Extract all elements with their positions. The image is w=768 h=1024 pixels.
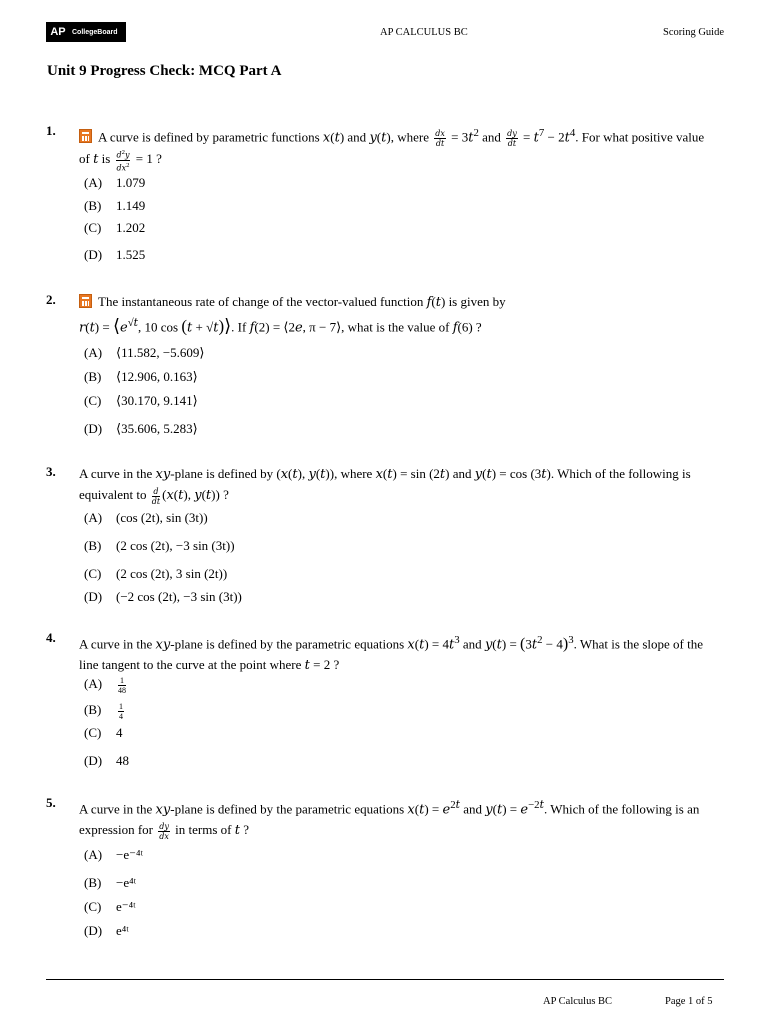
footer-divider [46,979,724,980]
collegeboard-logo-text: CollegeBoard [69,23,125,41]
question-number: 4. [46,630,56,645]
question-number: 1. [46,123,56,138]
option-b[interactable]: (B) −e⁴ᵗ [84,875,137,890]
option-c[interactable]: (C) (2 cos (2t), 3 sin (2t)) [84,566,228,581]
question-text: The instantaneous rate of change of the vector-valued function f(t) is given by $r(t) = ⟨e^{√t}$, 10 cos (t + √t)⟩. If f(2) = ⟨2e, π − 7⟩, what is the value of f(6) ? [79,294,506,336]
header-course: AP CALCULUS BC [380,27,468,38]
question-number: 3. [46,464,56,479]
option-d[interactable]: (D) 1.525 [84,247,146,262]
header-guide: Scoring Guide [663,27,724,38]
option-d[interactable]: (D) 48 [84,753,129,768]
page-number: Page 1 of 5 [665,996,713,1007]
option-b[interactable]: (B) (2 cos (2t), −3 sin (3t)) [84,538,235,553]
question-text: A curve is defined by parametric functions x(t) and y(t), where $\frac{dx}{dt}$ = $3t^2$ and $\frac{dy}{dt}$ = $t^7 - 2t^4$. For what positive value of t is $\frac{d^2y}{dx^2}$ = 1 ? [79,127,705,173]
option-a[interactable]: (A) $\frac{1}{48}$ [84,676,126,695]
calculator-icon [79,129,92,143]
option-c[interactable]: (C) ⟨30.170, 9.141⟩ [84,393,198,408]
calculator-icon [79,294,92,308]
option-a[interactable]: (A) (cos (2t), sin (3t)) [84,510,208,525]
ap-collegeboard-logo [46,22,126,42]
question-number: 2. [46,292,56,307]
question-text: A curve in the xy-plane is defined by the parametric equations $x(t) = 4t^3$ and $y(t) = (3t^2 - 4)^3$. What is the slope of the line tangent to the curve at the point where t = 2 ? [79,634,703,674]
question-text: A curve in the xy-plane is defined by (x(t), y(t)), where x(t) = sin (2t) and y(t) = cos (3t). Which of the following is equivalent to $\frac{d}{dt}$ (x(t), y(t)) ? [79,466,691,506]
option-a[interactable]: (A) −e⁻⁴ᵗ [84,847,143,862]
ap-logo-mark: AP [47,23,69,41]
option-d[interactable]: (D) e⁴ᵗ [84,923,129,938]
option-c[interactable]: (C) 4 [84,725,123,740]
option-c[interactable]: (C) 1.202 [84,220,146,235]
option-d[interactable]: (D) ⟨35.606, 5.283⟩ [84,421,198,436]
option-b[interactable]: (B) $\frac{1}{4}$ [84,702,123,721]
option-a[interactable]: (A) ⟨11.582, −5.609⟩ [84,345,205,360]
page-header [46,22,724,44]
question-number: 5. [46,795,56,810]
option-b[interactable]: (B) ⟨12.906, 0.163⟩ [84,369,198,384]
option-a[interactable]: (A) 1.079 [84,175,146,190]
footer-course: AP Calculus BC [543,996,613,1007]
option-d[interactable]: (D) (−2 cos (2t), −3 sin (3t)) [84,589,242,604]
option-c[interactable]: (C) e⁻⁴ᵗ [84,899,136,914]
option-b[interactable]: (B) 1.149 [84,198,146,213]
question-text: A curve in the xy-plane is defined by the parametric equations $x(t) = e^{2t}$ and $y(t) = e^{-2t}$. Which of the following is an expression for $\frac{dy}{dx}$ in terms of t ? [79,798,700,841]
page-title: Unit 9 Progress Check: MCQ Part A [47,63,282,79]
